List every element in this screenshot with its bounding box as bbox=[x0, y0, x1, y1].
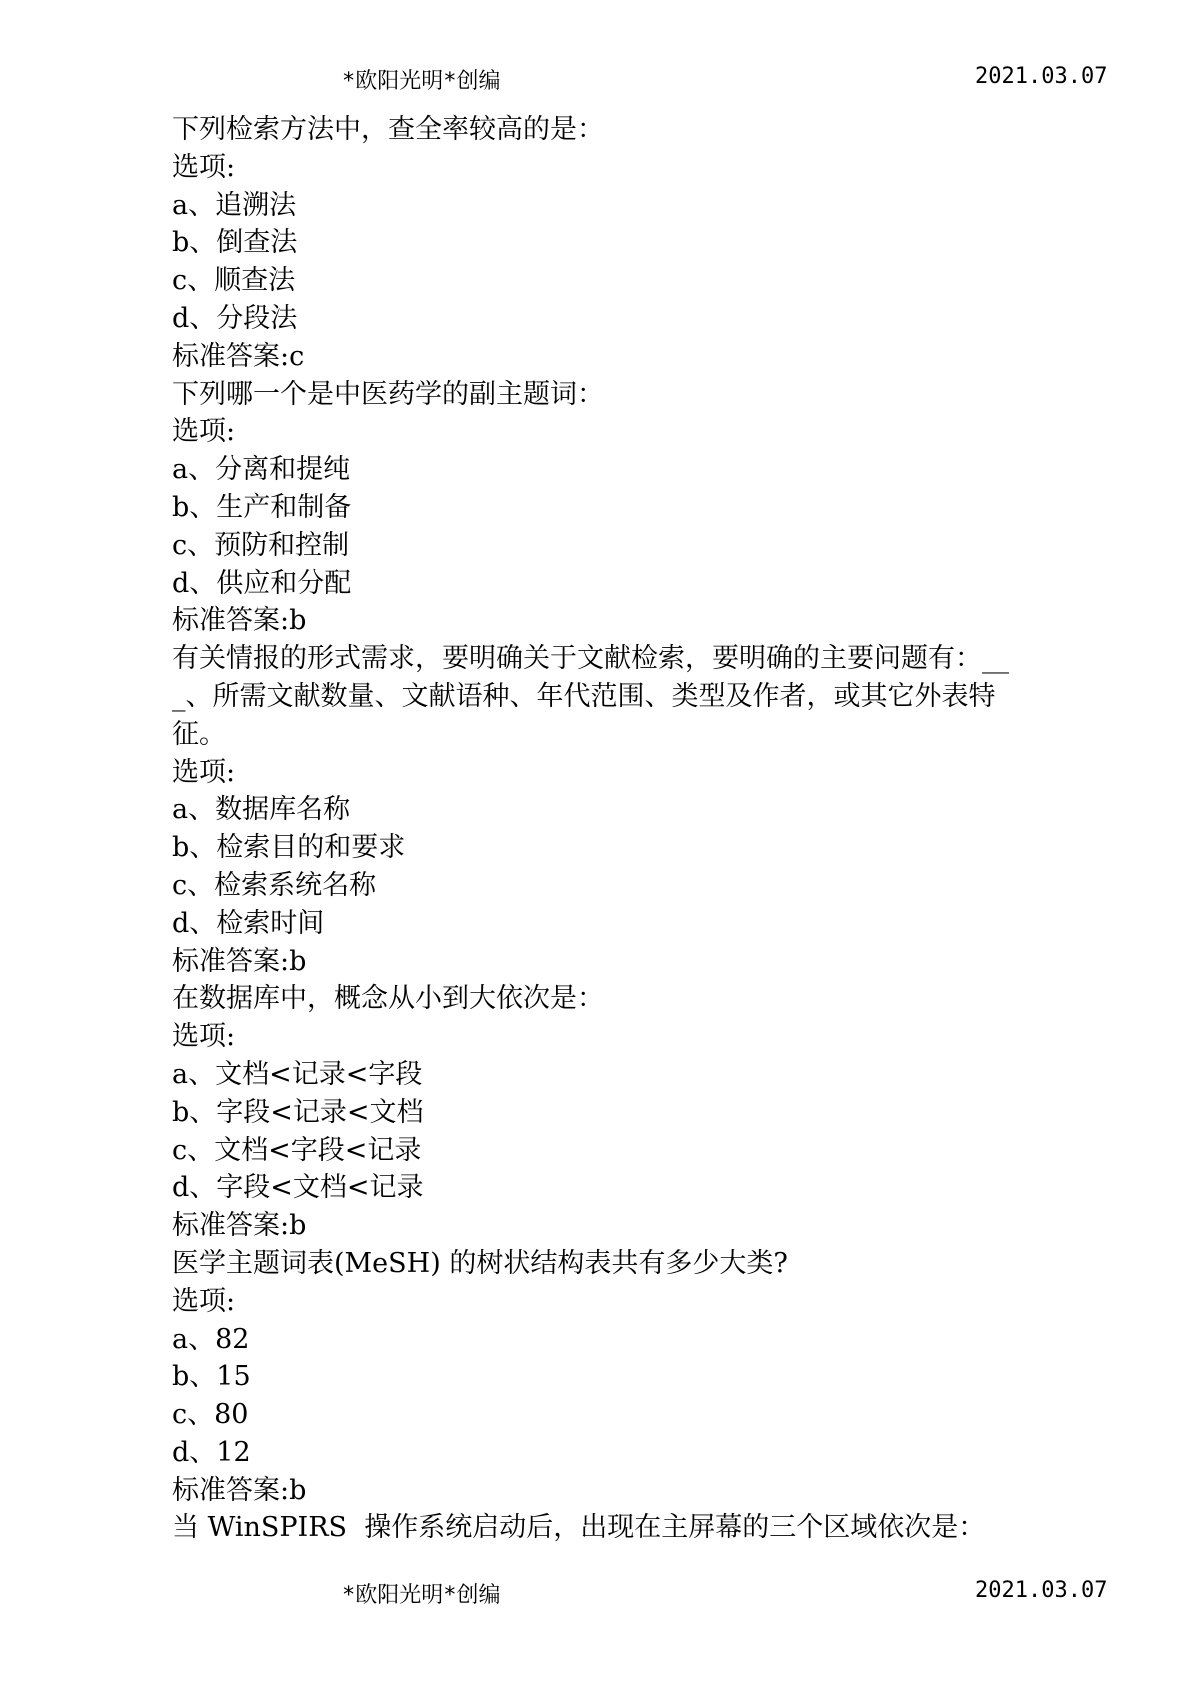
option-item: d、分段法 bbox=[172, 302, 298, 334]
question-block bbox=[172, 376, 1042, 641]
question-block bbox=[172, 1245, 1042, 1510]
question-text: 当 WinSPIRS 操作系统启动后，出现在主屏幕的三个区域依次是： bbox=[172, 1512, 986, 1544]
answer-text: 标准答案:b bbox=[172, 945, 307, 977]
option-item: a、数据库名称 bbox=[172, 794, 351, 826]
question-text: 有关情报的形式需求，要明确关于文献检索，要明确的主要问题有：___、所需文献数量、文献语种、年代范围、类型及作者，或其它外表特征。 bbox=[172, 643, 1009, 750]
option-item: c、文档<字段<记录 bbox=[172, 1134, 422, 1166]
question-block bbox=[172, 1509, 1042, 1547]
question-block bbox=[172, 640, 1042, 980]
option-item: a、82 bbox=[172, 1323, 250, 1355]
option-item: a、分离和提纯 bbox=[172, 454, 351, 486]
options-label: 选项: bbox=[172, 756, 236, 788]
question-block bbox=[172, 111, 1042, 376]
option-item: c、80 bbox=[172, 1399, 249, 1431]
option-item: b、检索目的和要求 bbox=[172, 832, 406, 864]
option-item: a、追溯法 bbox=[172, 189, 297, 221]
option-item: a、文档<记录<字段 bbox=[172, 1058, 423, 1090]
document-body bbox=[172, 111, 1042, 1547]
option-item: d、供应和分配 bbox=[172, 567, 352, 599]
option-item: d、字段<文档<记录 bbox=[172, 1172, 424, 1204]
question-block bbox=[172, 980, 1042, 1245]
option-item: c、预防和控制 bbox=[172, 529, 350, 561]
question-text: 下列哪一个是中医药学的副主题词： bbox=[172, 378, 604, 410]
page-footer bbox=[0, 1578, 1191, 1618]
option-item: b、15 bbox=[172, 1361, 251, 1393]
options-label: 选项: bbox=[172, 1285, 236, 1317]
option-item: d、检索时间 bbox=[172, 907, 325, 939]
question-text: 在数据库中，概念从小到大依次是： bbox=[172, 983, 604, 1015]
option-item: c、顺查法 bbox=[172, 265, 296, 297]
answer-text: 标准答案:b bbox=[172, 1474, 307, 1506]
footer-author: *欧阳光明*创编 bbox=[342, 1583, 501, 1608]
option-item: b、字段<记录<文档 bbox=[172, 1096, 424, 1128]
options-label: 选项: bbox=[172, 1021, 236, 1053]
page-header bbox=[0, 64, 1191, 104]
option-item: d、12 bbox=[172, 1436, 251, 1468]
answer-text: 标准答案:b bbox=[172, 605, 307, 637]
options-label: 选项: bbox=[172, 151, 236, 183]
header-author: *欧阳光明*创编 bbox=[342, 69, 501, 94]
option-item: c、检索系统名称 bbox=[172, 869, 377, 901]
question-text: 下列检索方法中，查全率较高的是： bbox=[172, 114, 604, 145]
option-item: b、生产和制备 bbox=[172, 491, 352, 523]
option-item: b、倒查法 bbox=[172, 227, 298, 259]
answer-text: 标准答案:c bbox=[172, 340, 305, 372]
question-text: 医学主题词表(MeSH) 的树状结构表共有多少大类? bbox=[172, 1247, 788, 1279]
footer-date: 2021.03.07 bbox=[975, 1578, 1108, 1603]
header-date: 2021.03.07 bbox=[975, 64, 1108, 89]
answer-text: 标准答案:b bbox=[172, 1210, 307, 1242]
options-label: 选项: bbox=[172, 416, 236, 448]
